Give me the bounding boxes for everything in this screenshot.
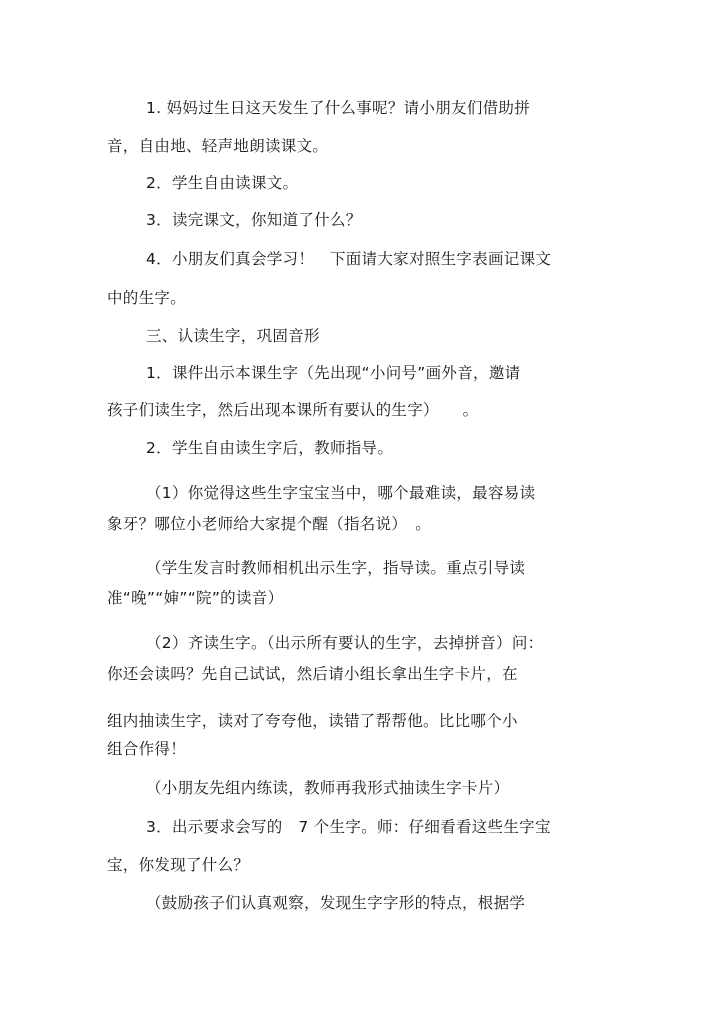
text-line: 4．小朋友们真会学习！ 下面请大家对照生字表画记课文 bbox=[146, 250, 552, 268]
text-line: 3．读完课文，你知道了什么？ bbox=[146, 211, 362, 229]
section-heading: 三、认读生字，巩固音形 bbox=[146, 327, 320, 345]
text-line: （小朋友先组内练读，教师再我形式抽读生字卡片） bbox=[146, 779, 510, 797]
text-line: 组合作得！ bbox=[107, 740, 187, 758]
text-line: 你还会读吗？先自己试试，然后请小组长拿出生字卡片，在 bbox=[107, 665, 518, 683]
text-line: 组内抽读生字，读对了夸夸他，读错了帮帮他。比比哪个小 bbox=[107, 712, 518, 730]
text-line: 象牙？哪位小老师给大家提个醒（指名说） 。 bbox=[107, 515, 432, 533]
text-line: 1．课件出示本课生字（先出现“小问号”画外音，邀请 bbox=[146, 364, 521, 382]
text-line: 宝，你发现了什么？ bbox=[107, 856, 250, 874]
text-line: 2．学生自由读课文。 bbox=[146, 174, 299, 192]
text-line: 1. 妈妈过生日这天发生了什么事呢？请小朋友们借助拼 bbox=[146, 99, 531, 117]
text-line: （学生发言时教师相机出示生字，指导读。重点引导读 bbox=[146, 559, 526, 577]
text-line: 2．学生自由读生字后，教师指导。 bbox=[146, 439, 394, 457]
text-line: （2）齐读生字。（出示所有要认的生字，去掉拼音）问： bbox=[146, 634, 544, 652]
text-line: 孩子们读生字，然后出现本课所有要认的生字） 。 bbox=[107, 401, 479, 419]
text-line: 准“晚”“婶”“院”的读音） bbox=[107, 589, 284, 607]
text-line: 音，自由地、轻声地朗读课文。 bbox=[107, 137, 329, 155]
text-line: 3．出示要求会写的 7 个生字。师：仔细看看这些生字宝 bbox=[146, 818, 551, 836]
text-line: （1）你觉得这些生字宝宝当中，哪个最难读，最容易读 bbox=[146, 484, 536, 502]
text-line: （鼓励孩子们认真观察，发现生字字形的特点，根据学 bbox=[146, 894, 526, 912]
text-line: 中的生字。 bbox=[107, 289, 187, 307]
